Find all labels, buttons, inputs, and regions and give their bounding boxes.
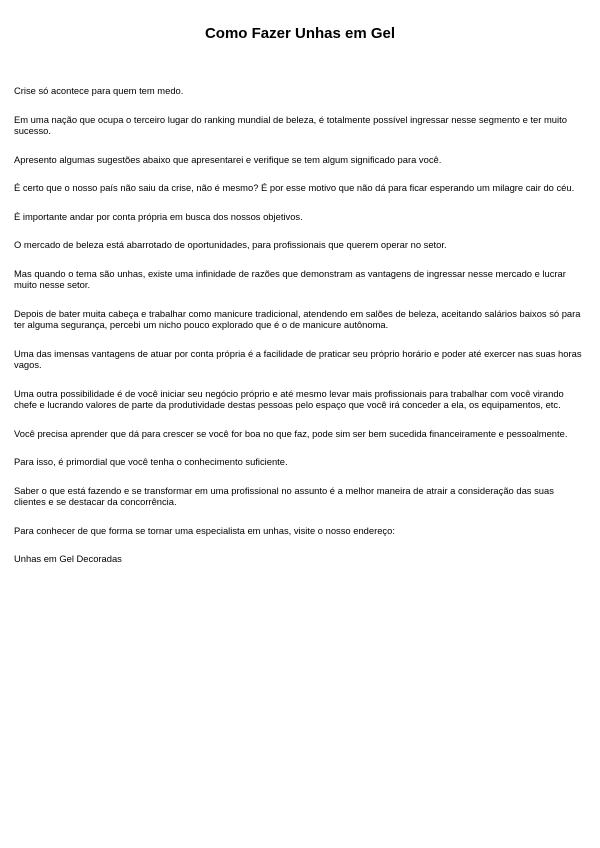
document-body [14, 85, 586, 565]
paragraph-14: Para conhecer de que forma se tornar uma especialista em unhas, visite o nosso endereço: [14, 524, 395, 536]
paragraph-9: Uma das imensas vantagens de atuar por conta própria é a facilidade de praticar seu próprio horário e poder até exercer nas suas horas vagos. [14, 347, 582, 370]
paragraph-8: Depois de bater muita cabeça e trabalhar como manicure tradicional, atendendo em salões de beleza, aceitando salários baixos só para ter alguma segurança, percebi um nicho pouco explorado que é o de manicure autônoma. [14, 307, 581, 330]
paragraph-3: Apresento algumas sugestões abaixo que apresentarei e verifique se tem algum significado para você. [14, 153, 442, 165]
paragraph-13: Saber o que está fazendo e se transformar em uma profissional no assunto é a melhor maneira de atrair a consideração das suas clientes e se destacar da concorrência. [14, 484, 554, 507]
paragraph-5: É importante andar por conta própria em busca dos nossos objetivos. [14, 210, 303, 222]
paragraph-1: Crise só acontece para quem tem medo. [14, 85, 184, 96]
paragraph-7: Mas quando o tema são unhas, existe uma infinidade de razões que demonstram as vantagens de ingressar nesse mercado e lucrar muito nesse setor. [14, 267, 566, 290]
paragraph-4: É certo que o nosso país não saiu da crise, não é mesmo? É por esse motivo que não dá para ficar esperando um milagre cair do céu. [14, 182, 575, 193]
paragraph-12: Para isso, é primordial que você tenha o conhecimento suficiente. [14, 456, 288, 467]
paragraph-6: O mercado de beleza está abarrotado de oportunidades, para profissionais que querem operar no setor. [14, 239, 447, 250]
paragraph-2: Em uma nação que ocupa o terceiro lugar do ranking mundial de beleza, é totalmente possível ingressar nesse segmento e ter muito sucesso. [14, 113, 567, 136]
paragraph-10: Uma outra possibilidade é de você iniciar seu negócio próprio e até mesmo levar mais profissionais para trabalhar com você virando chefe e lucrando valores de parte da produtividade destas pessoas pelo espaço que você irá conceder a ela, os equipamentos, etc. [14, 387, 564, 410]
paragraph-11: Você precisa aprender que dá para crescer se você for boa no que faz, pode sim ser bem sucedida financeiramente e pessoalmente. [14, 427, 568, 439]
page-title: Como Fazer Unhas em Gel [204, 25, 396, 42]
paragraph-15: Unhas em Gel Decoradas [14, 553, 122, 564]
